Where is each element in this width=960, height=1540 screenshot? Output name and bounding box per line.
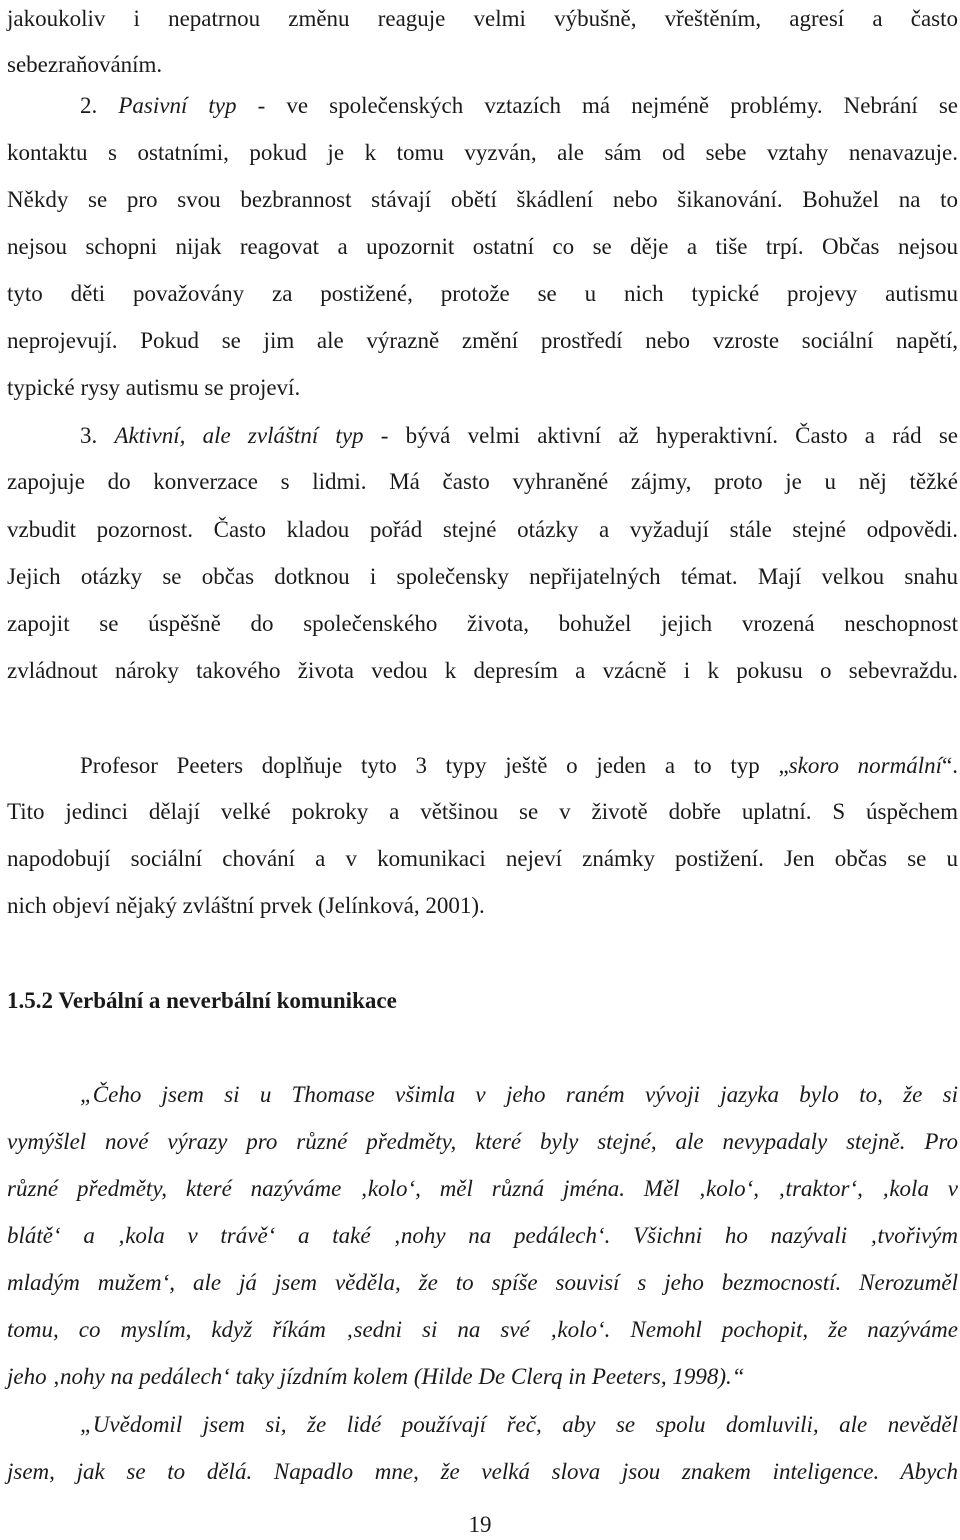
section-heading: 1.5.2 Verbální a neverbální komunikace (7, 988, 397, 1013)
text-line: Jejich otázky se občas dotknou i společensky nepřijatelných témat. Mají velkou snahu (7, 564, 958, 589)
text-span: “. (942, 753, 958, 778)
text-line: zvládnout nároky takového života vedou k depresím a vzácně i k pokusu o sebevraždu. (7, 658, 958, 683)
quote-line: mladým mužem‘, ale já jsem věděla, že to spíše souvisí s jeho bezmocností. Nerozuměl (7, 1270, 958, 1295)
text-line: Někdy se pro svou bezbrannost stávají obětí škádlení nebo šikanování. Bohužel na to (7, 187, 958, 212)
text-line: zapojit se úspěšně do společenského života, bohužel jejich vrozená neschopnost (7, 611, 958, 636)
list-number: 3. (80, 423, 98, 448)
text-line: Tito jedinci dělají velké pokroky a většinou se v životě dobře uplatní. S úspěchem (7, 799, 958, 824)
quote-line: tomu, co myslím, když říkám ‚sedni si na své ‚kolo‘. Nemohl pochopit, že nazýváme (7, 1317, 958, 1342)
type-term: Aktivní, ale zvláštní typ (114, 423, 364, 448)
text-line: typické rysy autismu se projeví. (7, 375, 301, 400)
list-item-2 (80, 91, 958, 121)
text-span: Profesor Peeters doplňuje tyto 3 typy ještě o jeden a to typ „ (80, 753, 789, 778)
type-term: skoro normální (788, 753, 943, 778)
list-item-3 (80, 421, 958, 451)
list-number: 2. (80, 93, 98, 118)
quote-line: vymýšlel nové výrazy pro různé předměty, které byly stejné, ale nevypadaly stejně. Pro (7, 1129, 958, 1154)
quote-line: jeho ‚nohy na pedálech‘ taky jízdním kolem (Hilde De Clerq in Peeters, 1998).“ (7, 1364, 745, 1389)
text-line: sebezraňováním. (7, 52, 163, 77)
quote-line: jsem, jak se to dělá. Napadlo mne, že velká slova jsou znakem inteligence. Abych (7, 1459, 958, 1484)
type-term: Pasivní typ (118, 93, 237, 118)
text-line: nejsou schopni nijak reagovat a upozornit ostatní co se děje a tiše trpí. Občas nejsou (7, 234, 958, 259)
text-line: tyto děti považovány za postižené, protože se u nich typické projevy autismu (7, 281, 958, 306)
page-number: 19 (468, 1512, 492, 1537)
text-line: zapojuje do konverzace s lidmi. Má často vyhraněné zájmy, proto je u něj těžké (7, 469, 958, 494)
text-line: neprojevují. Pokud se jim ale výrazně změní prostředí nebo vzroste sociální napětí, (7, 328, 958, 353)
quote-line: blátě‘ a ‚kola v trávě‘ a také ‚nohy na pedálech‘. Všichni ho nazývali ‚tvořivým (7, 1223, 958, 1248)
text-span: - bývá velmi aktivní až hyperaktivní. Často a rád se (363, 423, 958, 448)
quote-line: „Uvědomil jsem si, že lidé používají řeč, aby se spolu domluvili, ale nevěděl (80, 1412, 958, 1437)
quote-line: „Čeho jsem si u Thomase všimla v jeho raném vývoji jazyka bylo to, že si (80, 1082, 958, 1107)
text-line (80, 751, 958, 781)
text-span: - ve společenských vztazích má nejméně problémy. Nebrání se (236, 93, 958, 118)
text-line: napodobují sociální chování a v komunikaci nejeví známky postižení. Jen občas se u (7, 846, 958, 871)
text-line: jakoukoliv i nepatrnou změnu reaguje velmi výbušně, vřeštěním, agresí a často (7, 6, 958, 31)
quote-line: různé předměty, které nazýváme ‚kolo‘, měl různá jména. Měl ‚kolo‘, ‚traktor‘, ‚kola v (7, 1176, 958, 1201)
text-line: kontaktu s ostatními, pokud je k tomu vyzván, ale sám od sebe vztahy nenavazuje. (7, 140, 958, 165)
text-line: nich objeví nějaký zvláštní prvek (Jelínková, 2001). (7, 893, 485, 918)
text-line: vzbudit pozornost. Často kladou pořád stejné otázky a vyžadují stále stejné odpovědi. (7, 517, 958, 542)
